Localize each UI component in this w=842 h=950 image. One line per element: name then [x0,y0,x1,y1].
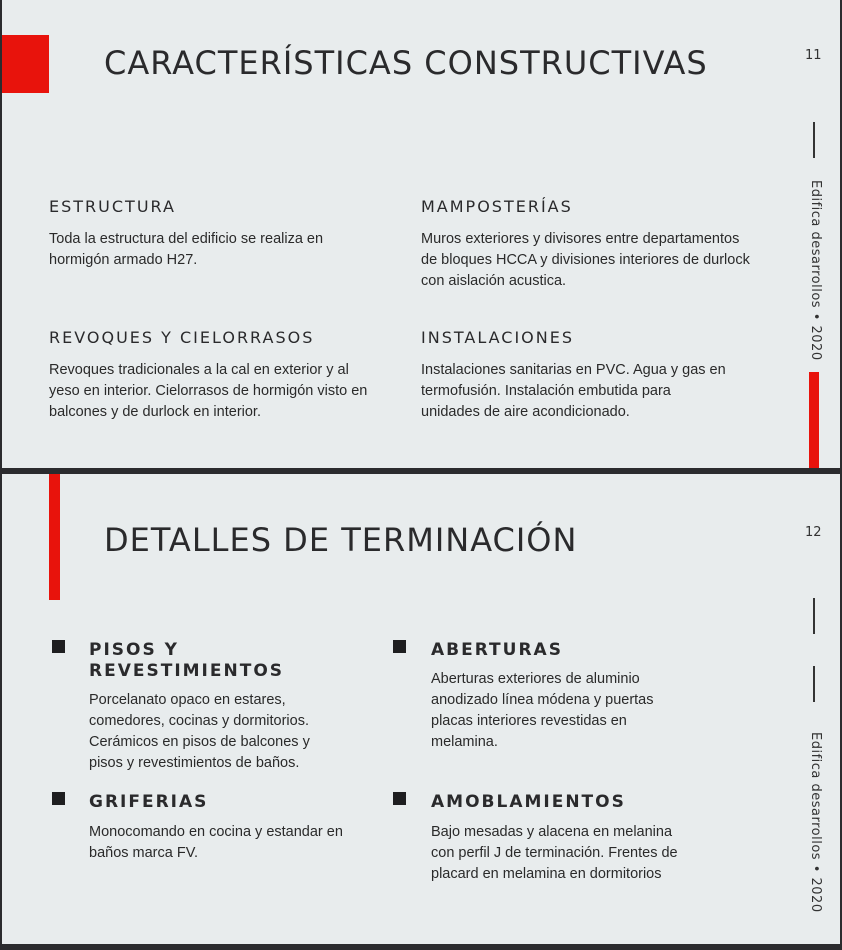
section-heading-revoques: REVOQUES Y CIELORRASOS [49,328,315,347]
section-heading-mamposterias: MAMPOSTERÍAS [421,197,573,216]
bullet-square [393,792,406,805]
side-caption: Edifica desarrollos • 2020 [808,732,823,913]
section-body-pisos: Porcelanato opaco en estares, comedores, cocinas y dormitorios. Cerámicos en pisos de balcones y pisos y revestimientos de baños. [89,692,310,771]
divider-line [813,598,815,634]
divider-line [813,666,815,702]
section-heading-griferias: GRIFERIAS [89,792,209,812]
section-body-griferias: Monocomando en cocina y estandar en baños marca FV. [89,824,343,861]
section-body-amoblamientos: Bajo mesadas y alacena en melanina con perfil J de terminación. Frentes de placard en melamina en dormitorios [431,824,678,882]
side-caption: Edifica desarrollos • 2020 [808,180,823,361]
red-accent-bar [49,474,60,600]
slide-caracteristicas [2,0,840,468]
slide-title: DETALLES DE TERMINACIÓN [104,521,578,559]
divider-line [813,122,815,158]
section-body-mamposterias: Muros exteriores y divisores entre departamentos de bloques HCCA y divisiones interiores de durlock con aislación acustica. [421,231,750,289]
section-heading-amoblamientos: AMOBLAMIENTOS [431,792,626,812]
red-accent-square [2,35,49,93]
section-body-revoques: Revoques tradicionales a la cal en exterior y al yeso en interior. Cielorrasos de hormigón visto en balcones y de durlock en interior. [49,362,368,420]
section-heading-aberturas: ABERTURAS [431,640,563,660]
section-body-aberturas: Aberturas exteriores de aluminio anodizado línea módena y puertas placas interiores revestidas en melamina. [431,671,654,750]
bullet-square [52,792,65,805]
section-heading-pisos: PISOS Y REVESTIMIENTOS [89,640,285,681]
slide-title: CARACTERÍSTICAS CONSTRUCTIVAS [104,44,708,82]
page-number: 11 [805,48,822,63]
section-body-estructura: Toda la estructura del edificio se realiza en hormigón armado H27. [49,231,324,268]
section-heading-estructura: ESTRUCTURA [49,197,176,216]
section-heading-instalaciones: INSTALACIONES [421,328,574,347]
bullet-square [393,640,406,653]
slide-detalles [2,474,840,944]
bullet-square [52,640,65,653]
section-body-instalaciones: Instalaciones sanitarias en PVC. Agua y gas en termofusión. Instalación embutida para unidades de aire acondicionado. [421,362,726,420]
page-number: 12 [805,525,822,540]
red-accent-bar [809,372,819,468]
